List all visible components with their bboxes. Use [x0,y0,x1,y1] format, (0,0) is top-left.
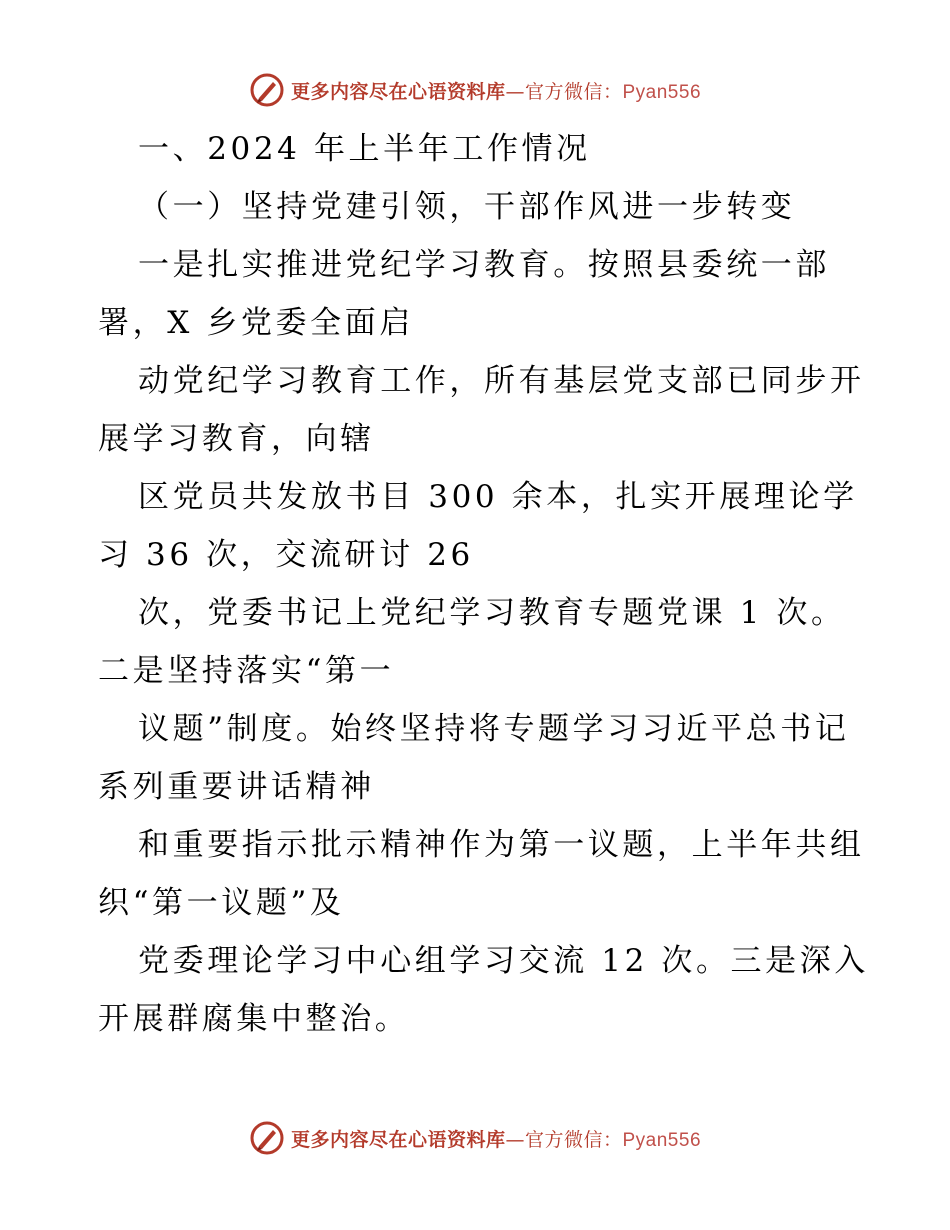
watermark-official-label: 官方微信： [524,1128,623,1151]
paragraph-line: 动党纪学习教育工作，所有基层党支部已同步开 [138,363,865,399]
paragraph-line: 展学习教育，向辖 [98,421,375,457]
watermark-text [291,77,701,104]
paragraph-line: 二是坚持落实“第一 [98,653,395,689]
document-body [98,120,868,1048]
paragraph-line: 署，X 乡党委全面启 [98,305,414,341]
watermark-separator: — [505,1128,525,1151]
footer-watermark [0,1118,950,1158]
watermark-separator: — [505,80,525,103]
paragraph-line: 一是扎实推进党纪学习教育。按照县委统一部 [138,247,830,283]
paragraph-line: 织“第一议题”及 [98,885,345,921]
paragraph-line: 开展群腐集中整治。 [98,1001,410,1037]
section-heading: 一、2024 年上半年工作情况 [138,131,591,167]
watermark-official-label: 官方微信： [524,80,623,103]
subsection-heading: （一）坚持党建引领，干部作风进一步转变 [138,189,796,225]
header-watermark [0,70,950,110]
watermark-wechat-id: Pyan556 [622,81,702,103]
pen-logo-icon [249,1120,285,1156]
paragraph-line: 次，党委书记上党纪学习教育专题党课 1 次。 [138,595,846,631]
paragraph-line: 系列重要讲话精神 [98,769,375,805]
pen-logo-icon [249,72,285,108]
watermark-text [291,1125,701,1152]
watermark-brand: 更多内容尽在心语资料库 [290,80,506,103]
paragraph-line: 和重要指示批示精神作为第一议题，上半年共组 [138,827,865,863]
paragraph-line: 党委理论学习中心组学习交流 12 次。三是深入 [138,943,869,979]
paragraph-line: 区党员共发放书目 300 余本，扎实开展理论学 [138,479,858,515]
paragraph-line: 习 36 次，交流研讨 26 [98,537,474,573]
watermark-brand: 更多内容尽在心语资料库 [290,1128,506,1151]
watermark-wechat-id: Pyan556 [622,1129,702,1151]
paragraph-line: 议题”制度。始终坚持将专题学习习近平总书记 [138,711,850,747]
